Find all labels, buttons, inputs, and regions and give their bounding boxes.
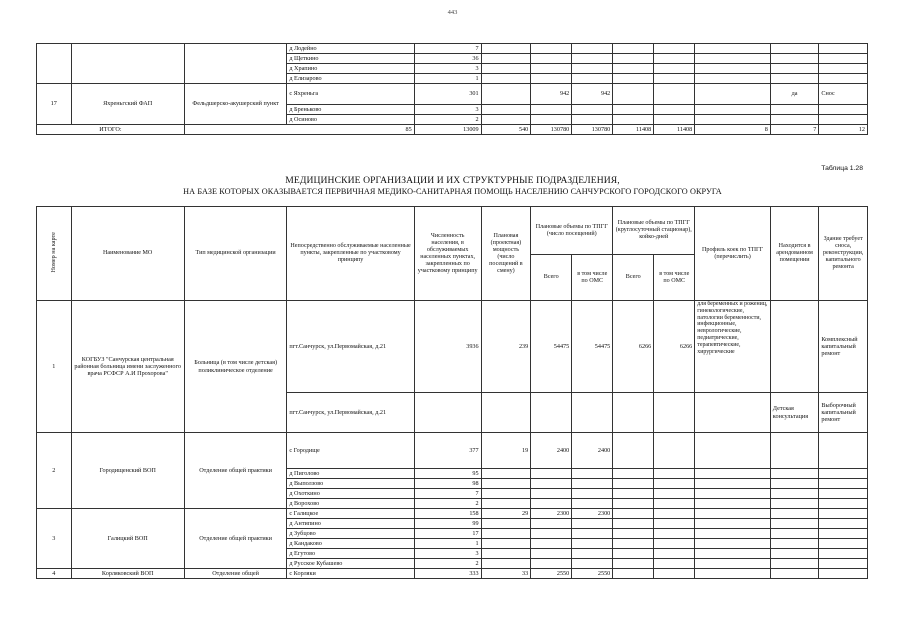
organization-type-cell: Отделение общей практики xyxy=(184,509,287,569)
totals-capacity: 85 xyxy=(184,125,414,135)
header-rented: Находится в арендованном помещении xyxy=(770,207,819,301)
totals-row xyxy=(37,125,868,135)
totals-rented: 7 xyxy=(770,125,819,135)
organization-name-cell: Галицкий ВОП xyxy=(71,509,184,569)
capacity-cell: 29 xyxy=(481,509,531,519)
document-heading-line1: МЕДИЦИНСКИЕ ОРГАНИЗАЦИИ И ИХ СТРУКТУРНЫЕ ПОДРАЗДЕЛЕНИЯ, xyxy=(285,175,620,186)
continuation-table xyxy=(36,43,868,135)
settlement-cell: с Яхреньга xyxy=(287,84,414,105)
header-organization-type: Тип медицинской организации xyxy=(184,207,287,301)
visits-oms-cell: 2550 xyxy=(572,569,613,579)
visits-total-cell: 2300 xyxy=(531,509,572,519)
organizations-table xyxy=(36,206,868,579)
population-cell: 7 xyxy=(414,489,481,499)
settlement-cell: с Городище xyxy=(287,433,414,469)
header-row xyxy=(37,207,868,255)
map-number-cell: 3 xyxy=(37,509,72,569)
population-cell: 301 xyxy=(414,84,481,105)
settlement-cell: д Пиголово xyxy=(287,469,414,479)
organization-name-cell: Корляковский ВОП xyxy=(71,569,184,579)
building-status-cell: Комплексный капитальный ремонт xyxy=(819,301,868,393)
totals-beds-oms: 11408 xyxy=(654,125,695,135)
table-label: Таблица 1.28 xyxy=(821,165,863,172)
organization-name-cell: Яхреньгский ФАП xyxy=(71,84,184,125)
header-settlements: Непосредственно обслуживаемые населенные пункты, закрепленные по участковому принципу xyxy=(287,207,414,301)
population-cell: 1 xyxy=(414,74,481,84)
rented-cell: Детская консультация xyxy=(770,393,819,433)
beds-oms-cell: 6266 xyxy=(654,301,695,393)
population-cell: 7 xyxy=(414,44,481,54)
capacity-cell: 239 xyxy=(481,301,531,393)
header-beds-oms: в том числе по ОМС xyxy=(654,255,695,301)
organization-type-cell: Отделение общей практики xyxy=(184,433,287,509)
organization-type-cell: Отделение общей xyxy=(184,569,287,579)
table-row xyxy=(37,44,868,54)
header-visits-oms: в том числе по ОМС xyxy=(572,255,613,301)
rented-cell: да xyxy=(770,84,819,105)
settlement-cell: д Охоткино xyxy=(287,489,414,499)
settlement-cell: д Осиново xyxy=(287,115,414,125)
settlement-cell: д Выползово xyxy=(287,479,414,489)
totals-plan: 540 xyxy=(481,125,531,135)
header-tpgg-beds: Плановые объемы по ТПГГ (круглосуточный стационар), койко-дней xyxy=(613,207,695,255)
population-cell: 3 xyxy=(414,64,481,74)
population-cell: 36 xyxy=(414,54,481,64)
settlement-cell: д Ворохово xyxy=(287,499,414,509)
visits-oms-cell: 2400 xyxy=(572,433,613,469)
population-cell: 1 xyxy=(414,539,481,549)
header-organization-name: Наименование МО xyxy=(71,207,184,301)
settlement-cell: д Елизарово xyxy=(287,74,414,84)
totals-visits-total: 130780 xyxy=(531,125,572,135)
visits-total-cell: 2400 xyxy=(531,433,572,469)
header-building: Здание требует сноса, реконструкции, капитального ремонта xyxy=(819,207,868,301)
population-cell: 2 xyxy=(414,499,481,509)
map-number-cell: 17 xyxy=(37,84,72,125)
settlement-cell: д Антипино xyxy=(287,519,414,529)
visits-total-cell: 54475 xyxy=(531,301,572,393)
map-number-cell: 1 xyxy=(37,301,72,433)
table-row xyxy=(37,569,868,579)
settlement-cell: д Зубцово xyxy=(287,529,414,539)
visits-total-cell: 2550 xyxy=(531,569,572,579)
settlement-cell: д Щеткино xyxy=(287,54,414,64)
settlement-cell: д Русское Кубашево xyxy=(287,559,414,569)
settlement-cell: д Егутово xyxy=(287,549,414,559)
population-cell: 3 xyxy=(414,105,481,115)
building-status-cell: Выборочный капитальный ремонт xyxy=(819,393,868,433)
population-cell: 158 xyxy=(414,509,481,519)
totals-rebuild: 12 xyxy=(819,125,868,135)
organization-type-cell: Больница (в том числе детская) поликлиническое отделение xyxy=(184,301,287,433)
settlement-cell: с Галицкое xyxy=(287,509,414,519)
visits-oms-cell: 54475 xyxy=(572,301,613,393)
table-row xyxy=(37,433,868,469)
settlement-cell: д Лодейно xyxy=(287,44,414,54)
population-cell: 99 xyxy=(414,519,481,529)
building-status-cell: Снос xyxy=(819,84,868,105)
population-cell: 2 xyxy=(414,559,481,569)
map-number-cell: 4 xyxy=(37,569,72,579)
settlement-cell: д Храпино xyxy=(287,64,414,74)
population-cell: 98 xyxy=(414,479,481,489)
population-cell: 333 xyxy=(414,569,481,579)
table-row xyxy=(37,84,868,105)
settlement-cell: пгт.Санчурск, ул.Первомайская, д.21 xyxy=(287,393,414,433)
visits-oms-cell: 2300 xyxy=(572,509,613,519)
totals-label: ИТОГО: xyxy=(37,125,185,135)
visits-oms-cell: 942 xyxy=(572,84,613,105)
map-number-cell: 2 xyxy=(37,433,72,509)
header-bed-profile: Профиль коек по ТПГГ (перечислить) xyxy=(695,207,771,301)
settlement-cell: д Бреньково xyxy=(287,105,414,115)
population-cell: 2 xyxy=(414,115,481,125)
header-map-number: Номер на карте xyxy=(37,207,72,301)
beds-total-cell: 6266 xyxy=(613,301,654,393)
header-visits-total: Всего xyxy=(531,255,572,301)
population-cell: 3936 xyxy=(414,301,481,393)
population-cell: 95 xyxy=(414,469,481,479)
organization-name-cell: КОГБУЗ "Санчурская центральная районная больница имени заслуженного врача РСФСР А.И Прохорова" xyxy=(71,301,184,433)
organization-name-cell: Городищенский ВОП xyxy=(71,433,184,509)
header-beds-total: Всего xyxy=(613,255,654,301)
population-cell: 3 xyxy=(414,549,481,559)
settlement-cell: пгт.Санчурск, ул.Первомайская, д.21 xyxy=(287,301,414,393)
totals-visits-oms: 130780 xyxy=(572,125,613,135)
document-heading-line2: НА БАЗЕ КОТОРЫХ ОКАЗЫВАЕТСЯ ПЕРВИЧНАЯ МЕДИКО-САНИТАРНАЯ ПОМОЩЬ НАСЕЛЕНИЮ САНЧУРСКОГО ГОРОДСКОГО ОКРУГА xyxy=(183,187,722,196)
visits-total-cell: 942 xyxy=(531,84,572,105)
header-capacity: Плановая (проектная) мощность (число посещений в смену) xyxy=(481,207,531,301)
table-row xyxy=(37,301,868,393)
header-tpgg-visits: Плановые объемы по ТПГГ (число посещений) xyxy=(531,207,613,255)
capacity-cell: 33 xyxy=(481,569,531,579)
settlement-cell: д Кандаково xyxy=(287,539,414,549)
header-population: Численность населения, в обслуживаемых населенных пунктах, закрепленных по участковому принципу xyxy=(414,207,481,301)
totals-profile: 8 xyxy=(695,125,771,135)
capacity-cell: 19 xyxy=(481,433,531,469)
population-cell: 377 xyxy=(414,433,481,469)
organization-type-cell: Фельдшерско-акушерский пункт xyxy=(184,84,287,125)
page-number: 443 xyxy=(447,9,458,16)
table-row xyxy=(37,509,868,519)
population-cell: 17 xyxy=(414,529,481,539)
totals-population: 13009 xyxy=(414,125,481,135)
bed-profile-cell: для беременных и рожениц, гинекологические, патологии беременности, инфекционные, неврологические, педиатрические, терапевтические, хирургические xyxy=(695,301,771,393)
settlement-cell: с Корляки xyxy=(287,569,414,579)
totals-beds-total: 11408 xyxy=(613,125,654,135)
